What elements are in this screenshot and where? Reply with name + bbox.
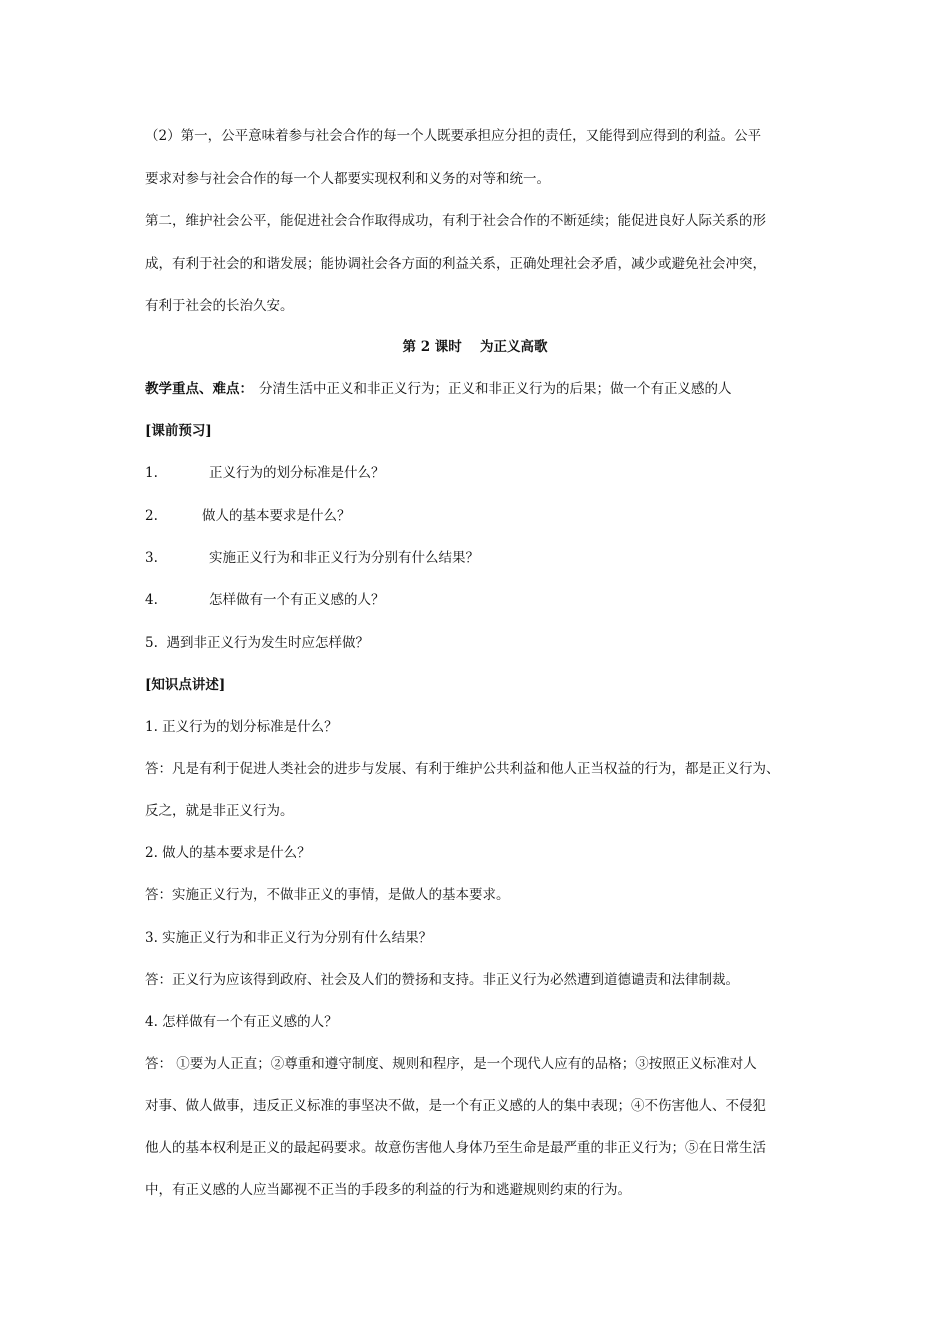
preview-item-number: 3.: [145, 550, 158, 566]
paragraph-fairness-line-2: 要求对参与社会合作的每一个人都要实现权利和义务的对等和统一。: [145, 171, 550, 187]
answer-4-line-3: 他人的基本权利是正义的最起码要求。故意伤害他人身体乃至生命是最严重的非正义行为；⑤在日常生活: [145, 1140, 766, 1156]
paragraph-social-fairness-line-3: 有利于社会的长治久安。: [145, 298, 294, 314]
question-3: 3. 实施正义行为和非正义行为分别有什么结果？: [145, 930, 433, 946]
lesson-title: 第 2 课时 为正义高歌: [402, 339, 548, 355]
preview-item-number: 2.: [145, 508, 158, 524]
preview-item-text: 实施正义行为和非正义行为分别有什么结果？: [209, 550, 479, 566]
preview-item-1: [145, 464, 825, 482]
answer-1-line-2: 反之，就是非正义行为。: [145, 803, 294, 819]
paragraph-social-fairness-line-1: 第二，维护社会公平，能促进社会合作取得成功，有利于社会合作的不断延续；能促进良好人际关系的形: [145, 213, 766, 229]
answer-4-line-1: 答： ①要为人正直；②尊重和遵守制度、规则和程序，是一个现代人应有的品格；③按照正义标准对人: [145, 1056, 757, 1072]
question-4: 4. 怎样做有一个有正义感的人？: [145, 1014, 338, 1030]
answer-2: 答：实施正义行为，不做非正义的事情，是做人的基本要求。: [145, 887, 510, 903]
key-points-label: 教学重点、难点：: [145, 381, 253, 397]
preview-item-number: 4.: [145, 592, 158, 608]
key-points-text: 分清生活中正义和非正义行为；正义和非正义行为的后果；做一个有正义感的人: [259, 381, 732, 397]
question-2: 2. 做人的基本要求是什么？: [145, 845, 311, 861]
question-1: 1. 正义行为的划分标准是什么？: [145, 719, 338, 735]
preview-item-text: 正义行为的划分标准是什么？: [209, 465, 385, 481]
preview-item-3: [145, 549, 825, 567]
answer-3: 答：正义行为应该得到政府、社会及人们的赞扬和支持。非正义行为必然遭到道德谴责和法律制裁。: [145, 972, 739, 988]
preview-item-text: 遇到非正义行为发生时应怎样做？: [166, 635, 369, 651]
preview-item-number: 1.: [145, 465, 158, 481]
paragraph-social-fairness-line-2: 成，有利于社会的和谐发展；能协调社会各方面的利益关系，正确处理社会矛盾，减少或避免社会冲突，: [145, 256, 766, 272]
knowledge-heading: [知识点讲述]: [145, 677, 226, 693]
answer-1-line-1: 答：凡是有利于促进人类社会的进步与发展、有利于维护公共利益和他人正当权益的行为，都是正义行为、: [145, 761, 780, 777]
preview-item-text: 做人的基本要求是什么？: [202, 508, 351, 524]
answer-4-line-4: 中，有正义感的人应当鄙视不正当的手段多的利益的行为和逃避规则约束的行为。: [145, 1182, 631, 1198]
answer-4-line-2: 对事、做人做事，违反正义标准的事坚决不做，是一个有正义感的人的集中表现；④不伤害他人、不侵犯: [145, 1098, 766, 1114]
preview-item-text: 怎样做有一个有正义感的人？: [209, 592, 385, 608]
preview-item-5: [145, 634, 825, 652]
paragraph-fairness-line-1: （2）第一，公平意味着参与社会合作的每一个人既要承担应分担的责任，又能得到应得到的利益。公平: [145, 128, 762, 144]
preview-item-4: [145, 591, 825, 609]
preview-heading: [课前预习]: [145, 423, 212, 439]
preview-item-number: 5.: [145, 635, 158, 651]
preview-item-2: [145, 507, 825, 525]
key-points: [145, 380, 825, 398]
